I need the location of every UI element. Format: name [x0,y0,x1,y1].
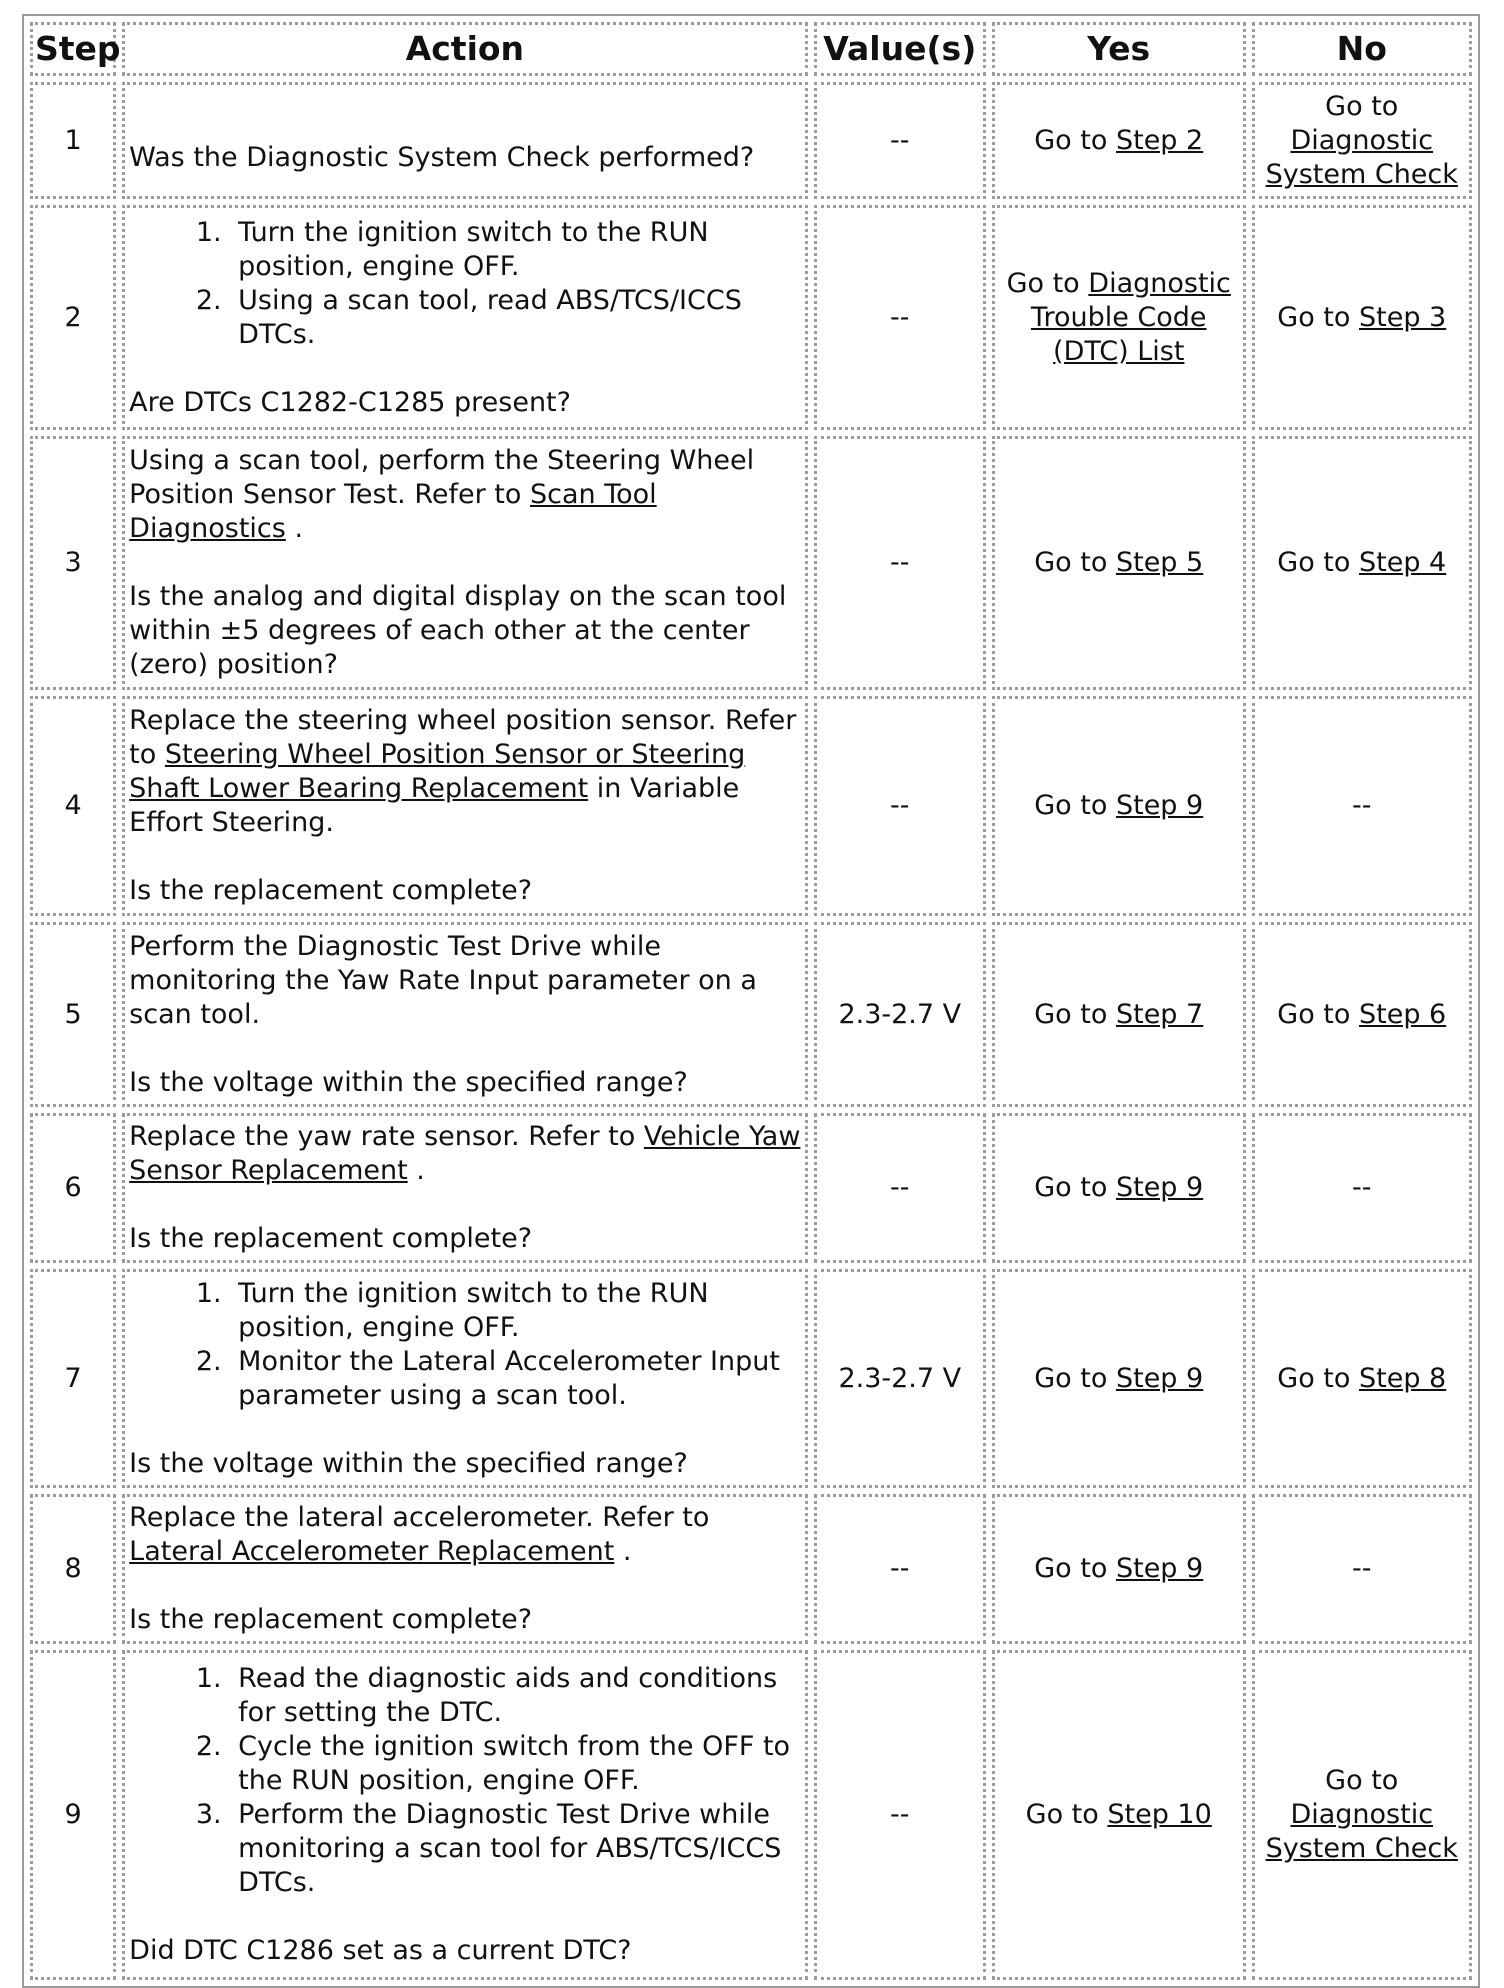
action-steps-list [129,1662,800,1900]
table-row [30,205,1472,430]
value-cell: 2.3-2.7 V [814,922,986,1107]
diagnostic-table-container [22,14,1480,1988]
step-number: 4 [30,696,116,916]
action-cell [122,436,807,690]
action-cell [122,1494,807,1644]
action-step-item: 1. Read the diagnostic aids and conditions for setting the DTC. [230,1662,800,1730]
no-cell [1252,1269,1473,1488]
action-cell [122,1650,807,1980]
step-number: 8 [30,1494,116,1644]
yes-link[interactable]: Step 9 [1115,1362,1204,1394]
value-cell: -- [814,1113,986,1263]
action-cell [122,205,807,430]
yes-link[interactable]: Step 9 [1115,790,1204,821]
yes-link[interactable]: Diagnostic Trouble Code (DTC) List [1030,267,1231,367]
table-row [30,436,1472,690]
no-cell [1252,82,1473,199]
action-question: Is the replacement complete? [129,1223,533,1254]
action-step-item: 2. Cycle the ignition switch from the OFF to the RUN position, engine OFF. [230,1730,800,1798]
no-prefix: Go to [1325,90,1399,122]
yes-prefix: Go to [1034,124,1116,156]
diagnostic-steps-table [22,14,1480,1988]
yes-link[interactable]: Step 5 [1115,547,1204,578]
action-step-item: 1. Turn the ignition switch to the RUN position, engine OFF. [230,216,800,284]
no-link[interactable]: Step 6 [1358,998,1447,1030]
action-instruction [129,1501,800,1569]
yes-prefix: Go to [1034,1362,1116,1394]
header-no: No [1252,22,1473,76]
header-values: Value(s) [814,22,986,76]
yes-link[interactable]: Step 7 [1115,998,1204,1030]
no-text: -- [1352,1553,1372,1584]
yes-prefix: Go to [1034,547,1116,578]
instruction-text: Replace the yaw rate sensor. Refer to [129,1121,644,1152]
yes-cell [992,1650,1246,1980]
table-row [30,922,1472,1107]
no-cell [1252,922,1473,1107]
no-cell [1252,205,1473,430]
action-step-item: 2. Monitor the Lateral Accelerometer Input parameter using a scan tool. [230,1345,800,1413]
yes-prefix: Go to [1034,1172,1116,1203]
yes-cell [992,436,1246,690]
no-prefix: Go to [1277,301,1359,333]
reference-link[interactable]: Scan Tool Diagnostics [129,479,657,544]
header-step: Step [30,22,116,76]
table-row [30,1269,1472,1488]
table-row [30,1494,1472,1644]
step-number: 1 [30,82,116,199]
yes-cell [992,82,1246,199]
no-cell [1252,1113,1473,1263]
reference-link[interactable]: Lateral Accelerometer Replacement [129,1536,615,1567]
no-link[interactable]: Diagnostic System Check [1265,1799,1458,1864]
value-cell: -- [814,1494,986,1644]
no-cell [1252,1494,1473,1644]
table-row [30,1113,1472,1263]
action-cell [122,82,807,199]
no-link[interactable]: Diagnostic System Check [1265,124,1458,190]
action-question: Is the voltage within the specified range? [129,1066,688,1098]
value-cell: 2.3-2.7 V [814,1269,986,1488]
no-prefix: Go to [1277,1362,1359,1394]
no-prefix: Go to [1325,1765,1399,1796]
yes-prefix: Go to [1034,1553,1116,1584]
no-prefix: Go to [1277,547,1359,578]
instruction-text: Replace the steering wheel position sensor. Refer to [129,705,797,770]
value-cell: -- [814,696,986,916]
action-question: Is the replacement complete? [129,1604,533,1635]
table-row [30,696,1472,916]
step-number: 5 [30,922,116,1107]
no-cell [1252,696,1473,916]
action-steps-list [129,216,800,352]
yes-cell [992,205,1246,430]
action-step-item: 1. Turn the ignition switch to the RUN position, engine OFF. [230,1277,800,1345]
action-instruction [129,444,800,546]
instruction-text: Using a scan tool, perform the Steering Wheel Position Sensor Test. Refer to [129,445,755,510]
step-number: 9 [30,1650,116,1980]
no-prefix: Go to [1277,998,1359,1030]
yes-cell [992,922,1246,1107]
instruction-suffix: . [614,1536,632,1567]
yes-link[interactable]: Step 9 [1115,1553,1204,1584]
yes-prefix: Go to [1034,790,1116,821]
action-step-item: 3. Perform the Diagnostic Test Drive while monitoring a scan tool for ABS/TCS/ICCS DTCs. [230,1798,800,1900]
yes-prefix: Go to [1025,1799,1108,1830]
step-number: 2 [30,205,116,430]
action-question: Are DTCs C1282-C1285 present? [129,386,571,418]
step-number: 7 [30,1269,116,1488]
table-row [30,82,1472,199]
action-step-item: 2. Using a scan tool, read ABS/TCS/ICCS DTCs. [230,284,800,352]
instruction-text: Perform the Diagnostic Test Drive while monitoring the Yaw Rate Input parameter on a scan tool. [129,930,757,1030]
action-steps-list [129,1277,800,1413]
no-text: -- [1352,1172,1372,1203]
no-cell [1252,436,1473,690]
value-cell: -- [814,205,986,430]
action-instruction [129,704,800,840]
action-question: Is the analog and digital display on the scan tool within ±5 degrees of each other at the center (zero) position? [129,581,787,680]
step-number: 3 [30,436,116,690]
header-action: Action [122,22,807,76]
no-link[interactable]: Step 4 [1358,547,1447,578]
yes-link[interactable]: Step 10 [1107,1799,1212,1830]
action-cell [122,922,807,1107]
yes-cell [992,696,1246,916]
action-instruction [129,1120,800,1188]
reference-link[interactable]: Steering Wheel Position Sensor or Steering Shaft Lower Bearing Replacement [129,739,746,804]
action-question: Did DTC C1286 set as a current DTC? [129,1935,632,1966]
instruction-text: Replace the lateral accelerometer. Refer to [129,1502,710,1533]
no-link[interactable]: Step 8 [1358,1362,1447,1394]
value-cell: -- [814,436,986,690]
action-question: Is the replacement complete? [129,875,533,906]
header-yes: Yes [992,22,1246,76]
yes-prefix: Go to [1006,267,1089,299]
action-cell [122,1113,807,1263]
instruction-suffix: . [407,1155,425,1186]
no-cell [1252,1650,1473,1980]
header-row [30,22,1472,76]
yes-cell [992,1269,1246,1488]
yes-link[interactable]: Step 2 [1115,124,1204,156]
value-cell: -- [814,1650,986,1980]
action-instruction [129,930,800,1032]
yes-cell [992,1113,1246,1263]
yes-prefix: Go to [1034,998,1116,1030]
yes-link[interactable]: Step 9 [1115,1172,1204,1203]
no-link[interactable]: Step 3 [1358,301,1447,333]
action-question: Was the Diagnostic System Check performed? [129,141,755,173]
instruction-suffix: in Variable Effort Steering. [129,773,740,838]
yes-cell [992,1494,1246,1644]
no-text: -- [1352,790,1372,821]
instruction-suffix: . [285,513,304,544]
value-cell: -- [814,82,986,199]
step-number: 6 [30,1113,116,1263]
action-cell [122,696,807,916]
table-row [30,1650,1472,1980]
action-question: Is the voltage within the specified range? [129,1447,688,1479]
table-body [30,82,1472,1980]
action-cell [122,1269,807,1488]
reference-link[interactable]: Vehicle Yaw Sensor Replacement [129,1121,801,1186]
